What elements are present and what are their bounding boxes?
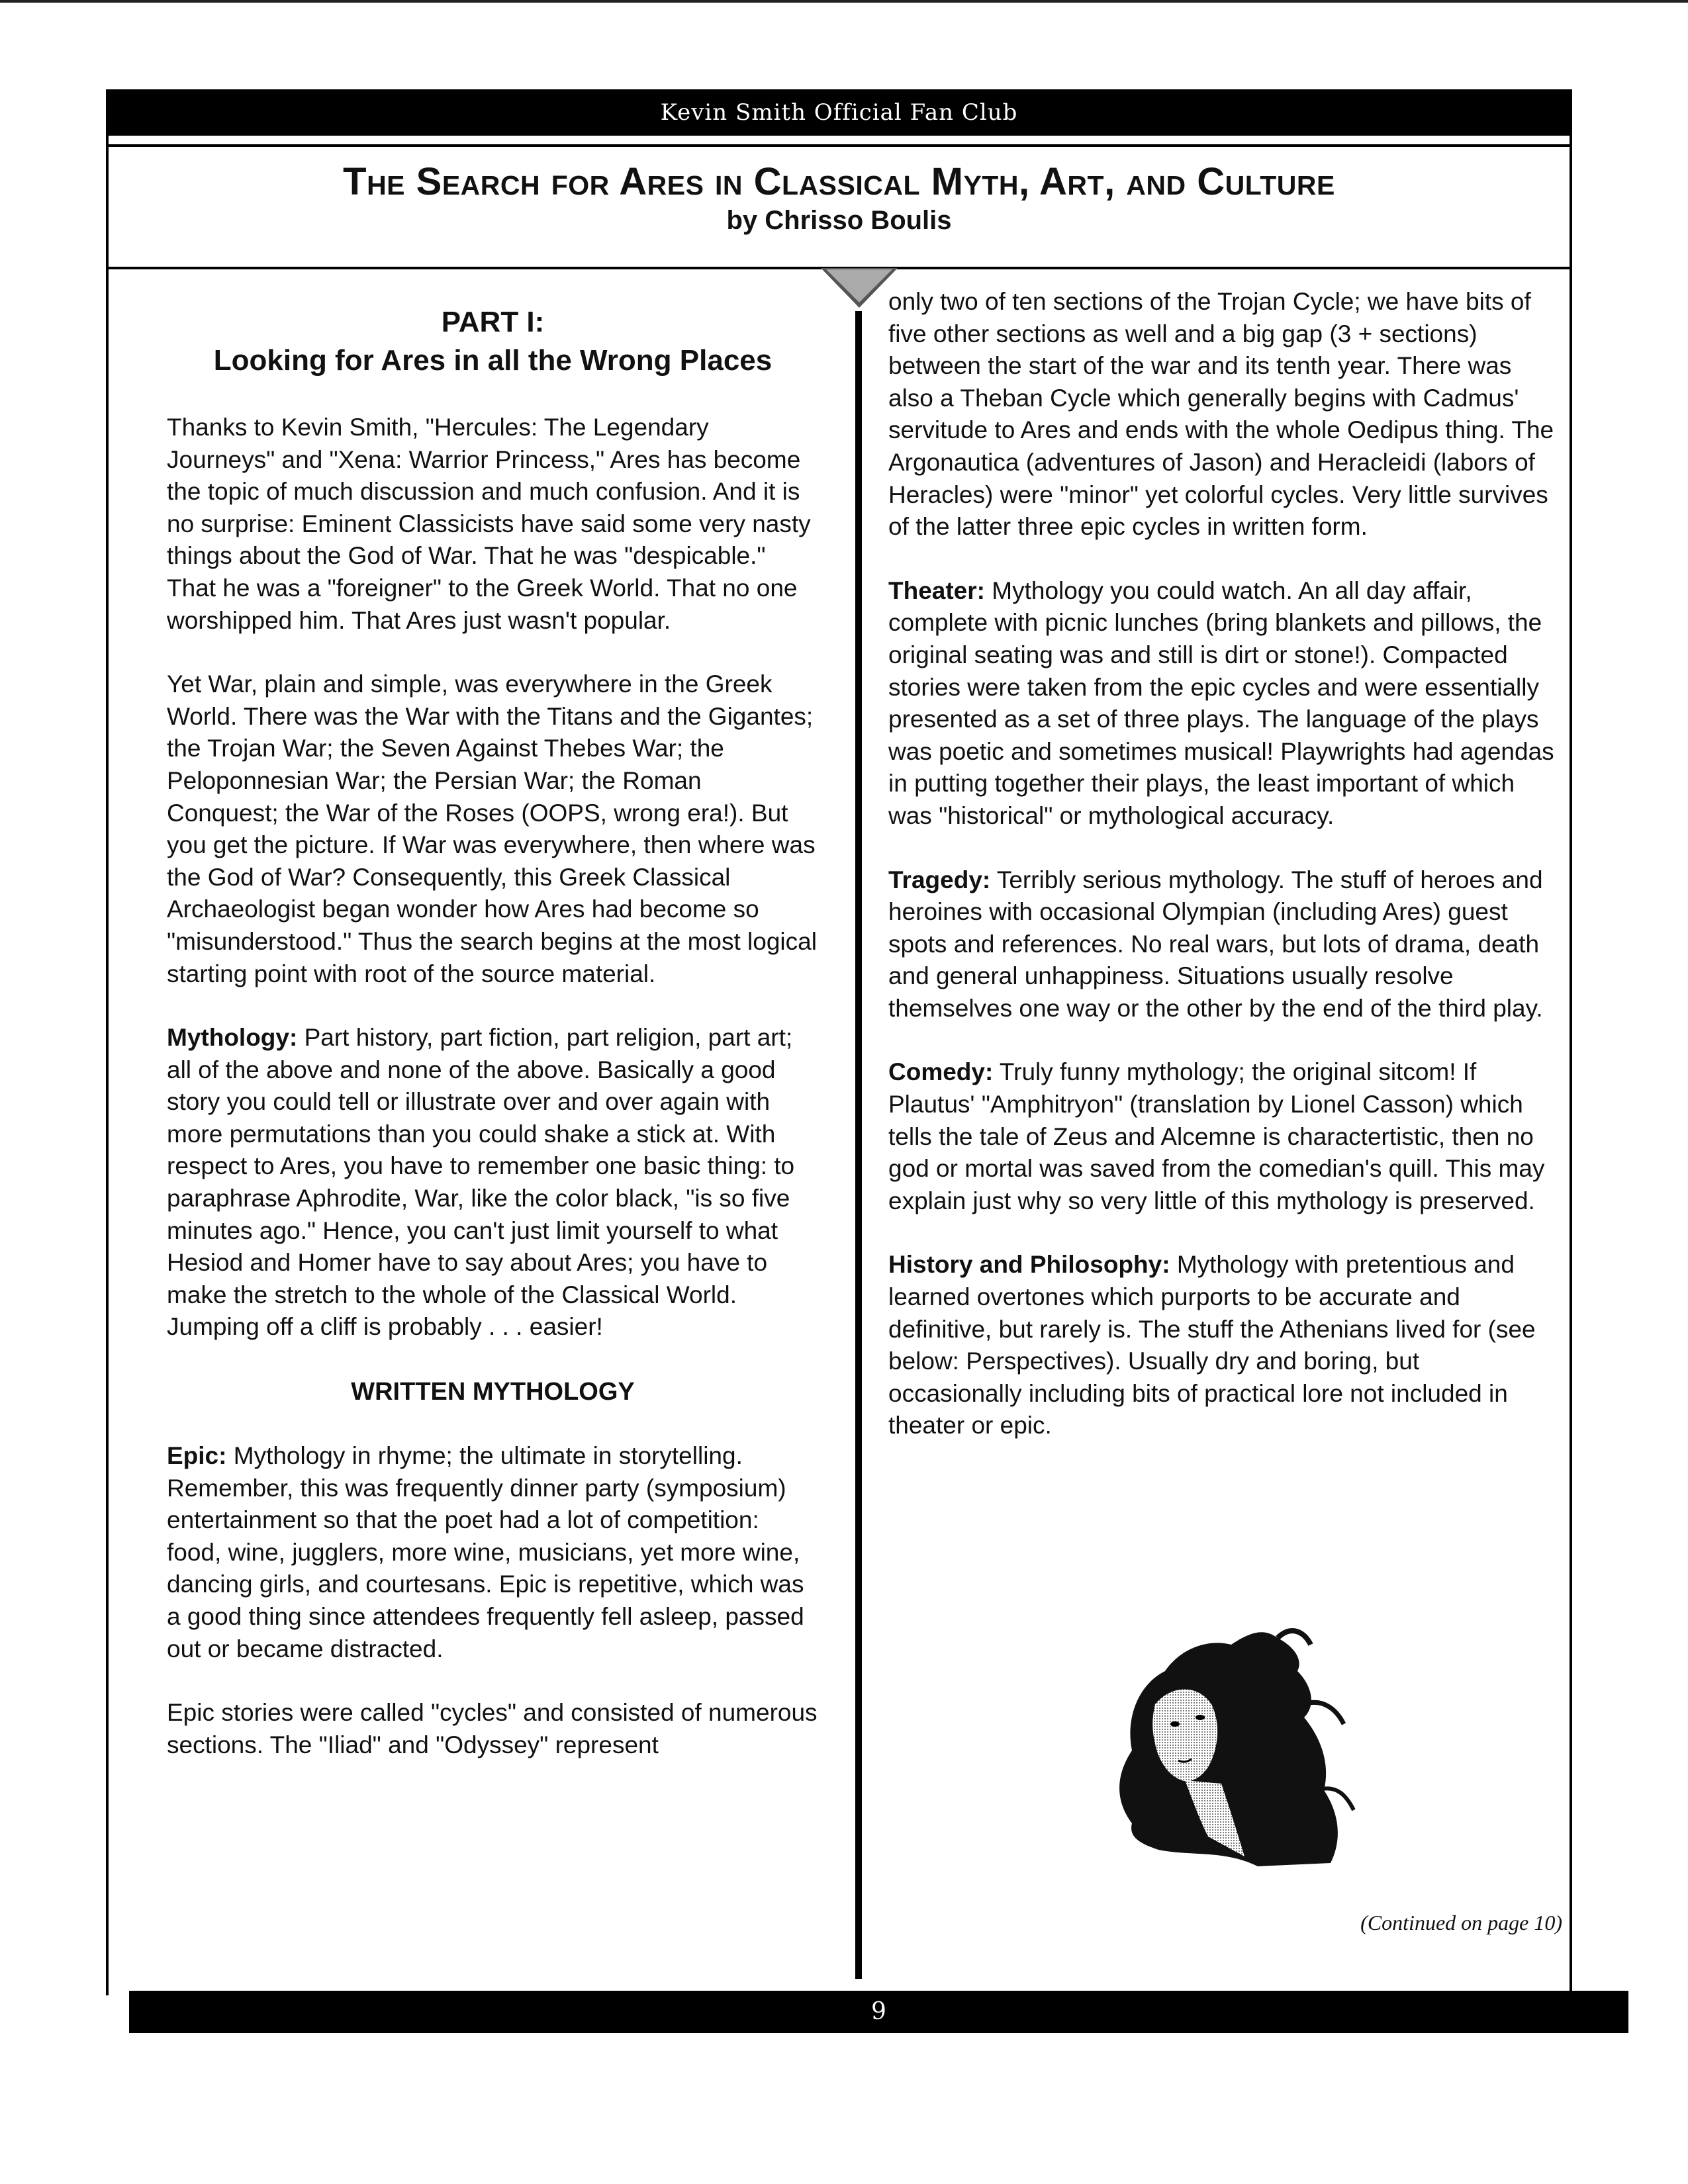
mythology-paragraph xyxy=(167,1022,819,1343)
continuation-paragraph: only two of ten sections of the Trojan Cycle; we have bits of five other sections as well and a big gap (3 + sections) between the start of the war and its tenth year. There was also a Theban Cycle which generally begins with Cadmus' servitude to Ares and ends with the whole Oedipus thing. The Argonautica (adventures of Jason) and Heracleidi (labors of Heracles) were "minor" yet colorful cycles. Very little survives of the latter three epic cycles in written form. xyxy=(888,288,1554,541)
intro-paragraph: Thanks to Kevin Smith, "Hercules: The Legendary Journeys" and "Xena: Warrior Princess," Ares has become the topic of much discussion and much confusion. And it is no surprise: Eminent Classicists have said some very nasty things about the God of War. That he was "despicable." That he was a "foreigner" to the Greek World. That no one worshipped him. That Ares just wasn't popular. xyxy=(167,414,811,634)
left-column xyxy=(167,303,819,1793)
history-philosophy-lead: History and Philosophy: xyxy=(888,1251,1170,1279)
theater-paragraph xyxy=(888,575,1557,833)
epic-text: Mythology in rhyme; the ultimate in storytelling. Remember, this was frequently dinner party (symposium) entertainment so that the poet had a lot of competition: food, wine, jugglers, more wine, musicians, yet more wine, dancing girls, and courtesans. Epic is repetitive, which was a good thing since attendees frequently fell asleep, passed out or became distracted. xyxy=(167,1442,804,1662)
right-column xyxy=(888,286,1557,1474)
war-paragraph: Yet War, plain and simple, was everywhere in the Greek World. There was the War with the Titans and the Gigantes; the Trojan War; the Seven Against Thebes War; the Peloponnesian War; the Persian War; the Roman Conquest; the War of the Roses (OOPS, wrong era!). But you get the picture. If War was everywhere, then where was the God of War? Consequently, this Greek Classical Archaeologist began wonder how Ares had become so "misunderstood." Thus the search begins at the most logical starting point with root of the source material. xyxy=(167,670,817,987)
article-title: The Search for Ares in Classical Myth, Art, and Culture xyxy=(343,160,1335,203)
mythology-lead: Mythology: xyxy=(167,1024,298,1052)
eye-left xyxy=(1170,1721,1180,1727)
part-label: PART I: xyxy=(441,306,545,338)
comedy-lead: Comedy: xyxy=(888,1058,994,1086)
column-divider xyxy=(855,311,862,1979)
part-title: Looking for Ares in all the Wrong Places xyxy=(213,344,773,377)
banner-rule xyxy=(106,144,1572,147)
eye-right xyxy=(1196,1715,1205,1720)
theater-text: Mythology you could watch. An all day affair, complete with picnic lunches (bring blankets and pillows, the original seating was and still is dirt or stone!). Compacted stories were taken from the epic cycles and were essentially presented as a set of three plays. The language of the plays was poetic and sometimes musical! Playwrights had agendas in putting together their plays, the least important of which was "historical" or mythological accuracy. xyxy=(888,576,1554,829)
epic-paragraph xyxy=(167,1440,819,1665)
epic-lead: Epic: xyxy=(167,1442,227,1470)
part-heading xyxy=(167,303,819,380)
comedy-paragraph xyxy=(888,1056,1557,1217)
scan-top-edge-rule xyxy=(0,0,1688,3)
history-philosophy-text: Mythology with pretentious and learned overtones which purports to be accurate and definitive, but rarely is. The stuff the Athenians lived for (see below: Perspectives). Usually dry and boring, but occasionally including bits of practical lore not included in theater or epic. xyxy=(888,1251,1536,1439)
section-heading-written-mythology: WRITTEN MYTHOLOGY xyxy=(351,1378,635,1406)
tragedy-lead: Tragedy: xyxy=(888,866,991,893)
history-philosophy-paragraph xyxy=(888,1249,1557,1442)
page-number: 9 xyxy=(871,1998,886,2025)
mythology-text: Part history, part fiction, part religion, part art; all of the above and none of the above. Basically a good story you could tell or illustrate over and over again with more permutations than you could shake a stick at. With respect to Ares, you have to remember one basic thing: to paraphrase Aphrodite, War, like the color black, "is so five minutes ago." Hence, you can't just limit yourself to what Hesiod and Homer have to say about Ares; you have to make the stretch to the whole of the Classical World. Jumping off a cliff is probably . . . easier! xyxy=(167,1024,795,1341)
tragedy-paragraph xyxy=(888,864,1557,1025)
footer-bar xyxy=(129,1991,1628,2033)
comedy-text: Truly funny mythology; the original sitcom! If Plautus' "Amphitryon" (translation by Lionel Casson) which tells the tale of Zeus and Alcemne is charactertistic, then no god or mortal was saved from the comedian's quill. This may explain just why so very little of this mythology is preserved. xyxy=(888,1058,1545,1214)
divider-triangle-fill xyxy=(826,269,892,302)
continued-note: (Continued on page 10) xyxy=(1360,1911,1562,1934)
venus-portrait-illustration-icon xyxy=(1092,1625,1357,1870)
tragedy-text: Terribly serious mythology. The stuff of heroes and heroines with occasional Olympian (including Ares) guest spots and references. No real wars, but lots of drama, death and general unhappiness. Situations usually resolve themselves one way or the other by the end of the third play. xyxy=(888,866,1543,1022)
epic-cycles-paragraph: Epic stories were called "cycles" and consisted of numerous sections. The "Iliad" and "Odyssey" represent xyxy=(167,1699,818,1758)
theater-lead: Theater: xyxy=(888,576,985,604)
club-name-banner xyxy=(106,89,1572,136)
article-byline: by Chrisso Boulis xyxy=(726,206,952,235)
club-name: Kevin Smith Official Fan Club xyxy=(660,99,1018,126)
